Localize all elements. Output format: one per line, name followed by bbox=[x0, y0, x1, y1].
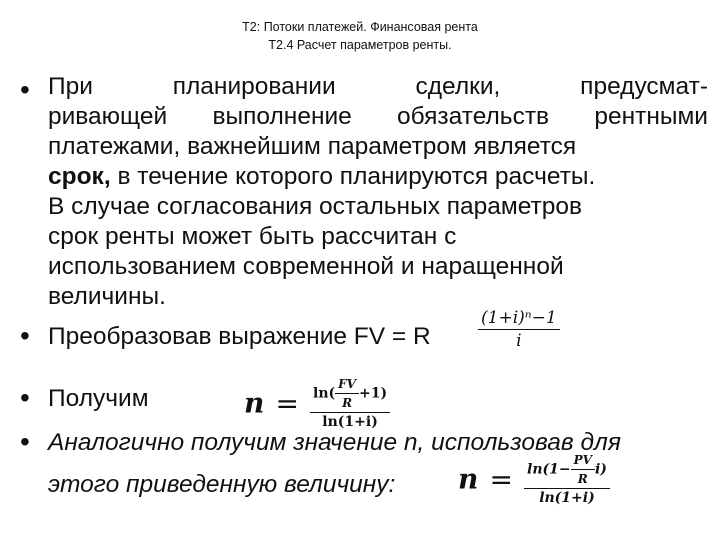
inner-fraction bbox=[335, 376, 359, 411]
paragraph-line: В случае согласования остальных параметров bbox=[48, 193, 583, 220]
inner-numerator: FV bbox=[335, 376, 359, 394]
paragraph-transform bbox=[48, 322, 431, 352]
result-text: Получим bbox=[48, 385, 149, 412]
paragraph-analog-2 bbox=[48, 470, 395, 500]
bullet-marker: • bbox=[20, 426, 30, 457]
formula-fraction bbox=[310, 376, 390, 430]
transform-text: Преобразовав выражение FV = R bbox=[48, 323, 431, 350]
formula-n-fv bbox=[244, 376, 390, 430]
formula-lhs: n bbox=[244, 386, 265, 420]
fv-denominator: i bbox=[516, 331, 522, 351]
formula-numerator bbox=[310, 376, 390, 413]
num-suffix: +1) bbox=[358, 385, 388, 402]
formula-lhs: n bbox=[458, 462, 479, 496]
bullet-marker: • bbox=[20, 320, 30, 351]
paragraph-line: срок ренты может быть рассчитан с bbox=[48, 223, 457, 250]
num-prefix: ln(1− bbox=[527, 461, 571, 478]
bullet-marker: • bbox=[20, 382, 30, 413]
paragraph-line bbox=[48, 162, 708, 192]
formula-fraction bbox=[524, 452, 610, 506]
paragraph-line: использованием современной и наращенной bbox=[48, 253, 564, 280]
paragraph-line: ривающей выполнение обязательств рентными bbox=[48, 103, 708, 130]
bullet-marker: • bbox=[20, 74, 30, 105]
formula-eq: = bbox=[275, 386, 299, 420]
inner-fraction bbox=[571, 452, 595, 487]
header-line-2: Т2.4 Расчет параметров ренты. bbox=[268, 38, 452, 52]
formula-denominator: ln(1+i) bbox=[322, 414, 378, 430]
paragraph-line-rest: в течение которого планируются расчеты. bbox=[110, 163, 596, 190]
fv-numerator: (1+i)ⁿ−1 bbox=[478, 308, 560, 330]
analog-line-2: этого приведенную величину: bbox=[48, 471, 396, 498]
paragraph-duration bbox=[48, 72, 708, 312]
formula-eq: = bbox=[489, 462, 513, 496]
analog-line-1: Аналогично получим значение n, использовав для bbox=[48, 429, 621, 456]
paragraph-line: платежами, важнейшим параметром является bbox=[48, 133, 577, 160]
header-line-1: Т2: Потоки платежей. Финансовая рента bbox=[242, 20, 478, 34]
num-suffix: i) bbox=[594, 461, 607, 478]
inner-denominator: R bbox=[577, 472, 588, 486]
fv-fraction bbox=[478, 308, 560, 351]
inner-numerator: PV bbox=[571, 452, 595, 470]
paragraph-line: величины. bbox=[48, 283, 166, 310]
formula-n-pv bbox=[458, 452, 610, 506]
formula-denominator: ln(1+i) bbox=[539, 490, 595, 506]
num-prefix: ln( bbox=[313, 385, 336, 402]
formula-numerator bbox=[524, 452, 610, 489]
paragraph-line: При планировании сделки, предусмат- bbox=[48, 73, 708, 100]
inner-denominator: R bbox=[342, 396, 353, 410]
paragraph-result bbox=[48, 384, 149, 414]
bold-term: срок, bbox=[48, 163, 111, 190]
slide-header bbox=[0, 18, 720, 54]
